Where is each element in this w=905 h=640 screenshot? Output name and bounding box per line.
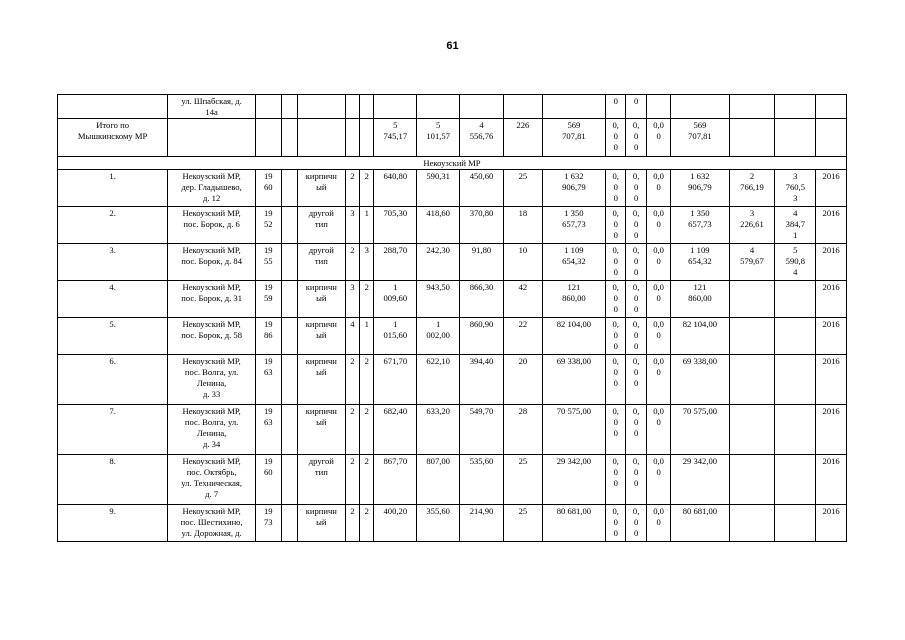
- table-cell: 535,60: [460, 455, 504, 505]
- table-cell: 2: [360, 455, 374, 505]
- table-cell: 0: [606, 95, 626, 119]
- table-cell: 2016: [816, 207, 847, 244]
- table-cell: 0, 0 0: [606, 405, 626, 455]
- housing-register-table: [57, 94, 847, 542]
- table-cell: 0, 0 0: [606, 455, 626, 505]
- table-cell: [729, 95, 775, 119]
- table-cell: [297, 119, 345, 157]
- table-cell: [542, 95, 605, 119]
- table-cell: 18: [503, 207, 542, 244]
- table-cell: [775, 405, 816, 455]
- table-cell: 866,30: [460, 281, 504, 318]
- table-cell: 2: [360, 281, 374, 318]
- table-cell: Итого по Мышкинскому МР: [58, 119, 168, 157]
- table-cell: 0,0 0: [646, 318, 670, 355]
- table-cell: 671,70: [374, 355, 417, 405]
- table-cell: 0,0 0: [646, 355, 670, 405]
- table-cell: 8.: [58, 455, 168, 505]
- table-cell: 0,0 0: [646, 281, 670, 318]
- table-cell: [360, 95, 374, 119]
- table-cell: Некоузский МР, пос. Борок, д. 84: [168, 244, 256, 281]
- table-cell: 3: [360, 244, 374, 281]
- table-cell: 0, 0 0: [606, 244, 626, 281]
- table-cell: 1 632 906,79: [542, 170, 605, 207]
- table-row: [58, 505, 847, 542]
- table-cell: 0,0 0: [646, 119, 670, 157]
- region-title: Некоузский МР: [58, 157, 847, 170]
- table-cell: 2: [360, 405, 374, 455]
- table-cell: 69 338,00: [542, 355, 605, 405]
- total-row: [58, 119, 847, 157]
- table-row: [58, 170, 847, 207]
- table-cell: 19 52: [256, 207, 282, 244]
- table-cell: [729, 119, 775, 157]
- table-cell: 0, 0 0: [626, 405, 646, 455]
- table-cell: 80 681,00: [542, 505, 605, 542]
- table-cell: 5 101,57: [417, 119, 460, 157]
- table-row: [58, 244, 847, 281]
- table-cell: Некоузский МР, пос. Борок, д. 58: [168, 318, 256, 355]
- table-row: [58, 355, 847, 405]
- table-cell: 2016: [816, 505, 847, 542]
- table-cell: [729, 405, 775, 455]
- table-cell: другой тип: [297, 207, 345, 244]
- table-cell: 355,60: [417, 505, 460, 542]
- table-cell: [775, 95, 816, 119]
- table-cell: 394,40: [460, 355, 504, 405]
- table-cell: ул. Шпабская, д. 14а: [168, 95, 256, 119]
- table-cell: кирпичн ый: [297, 281, 345, 318]
- table-cell: 0,0 0: [646, 405, 670, 455]
- table-cell: 25: [503, 455, 542, 505]
- table-cell: [729, 505, 775, 542]
- table-cell: [281, 505, 297, 542]
- table-cell: 19 86: [256, 318, 282, 355]
- table-cell: 2: [360, 355, 374, 405]
- table-cell: [729, 281, 775, 318]
- table-cell: 0, 0 0: [626, 455, 646, 505]
- table-cell: 7.: [58, 405, 168, 455]
- table-cell: 70 575,00: [542, 405, 605, 455]
- table-cell: [281, 318, 297, 355]
- table-cell: [281, 244, 297, 281]
- table-cell: 633,20: [417, 405, 460, 455]
- table-cell: 4: [345, 318, 359, 355]
- table-cell: 121 860,00: [542, 281, 605, 318]
- table-cell: [256, 95, 282, 119]
- table-cell: 2: [345, 405, 359, 455]
- table-cell: [775, 505, 816, 542]
- table-cell: Некоузский МР, пос. Волга, ул. Ленина, д. 34: [168, 405, 256, 455]
- table-cell: 19 55: [256, 244, 282, 281]
- table-cell: 19 73: [256, 505, 282, 542]
- table-cell: Некоузский МР, пос. Борок, д. 31: [168, 281, 256, 318]
- table-cell: 569 707,81: [542, 119, 605, 157]
- table-cell: 9.: [58, 505, 168, 542]
- table-cell: 19 60: [256, 170, 282, 207]
- table-cell: 25: [503, 505, 542, 542]
- table-cell: Некоузский МР, пос. Октябрь, ул. Техническая, д. 7: [168, 455, 256, 505]
- table-cell: кирпичн ый: [297, 355, 345, 405]
- table-cell: 2: [345, 170, 359, 207]
- table-cell: 6.: [58, 355, 168, 405]
- table-cell: Некоузский МР, пос. Шестихино, ул. Дорожная, д.: [168, 505, 256, 542]
- table-cell: 214,90: [460, 505, 504, 542]
- table-cell: 5 590,8 4: [775, 244, 816, 281]
- table-row: [58, 95, 847, 119]
- table-cell: 288,70: [374, 244, 417, 281]
- table-cell: 590,31: [417, 170, 460, 207]
- table-cell: [281, 405, 297, 455]
- table-cell: 682,40: [374, 405, 417, 455]
- table-cell: 0, 0 0: [626, 355, 646, 405]
- table-cell: [775, 455, 816, 505]
- table-cell: 0, 0 0: [626, 170, 646, 207]
- table-cell: 2.: [58, 207, 168, 244]
- table-cell: 0, 0 0: [626, 505, 646, 542]
- table-cell: 418,60: [417, 207, 460, 244]
- table-cell: 400,20: [374, 505, 417, 542]
- table-cell: 226: [503, 119, 542, 157]
- table-cell: 2: [345, 505, 359, 542]
- table-cell: 1 009,60: [374, 281, 417, 318]
- table-cell: 2: [360, 170, 374, 207]
- table-cell: 0: [626, 95, 646, 119]
- table-cell: 82 104,00: [542, 318, 605, 355]
- table-cell: [503, 95, 542, 119]
- table-cell: [360, 119, 374, 157]
- table-cell: 450,60: [460, 170, 504, 207]
- table-cell: [345, 119, 359, 157]
- table-cell: 2016: [816, 244, 847, 281]
- table-cell: 3: [345, 207, 359, 244]
- table-cell: [417, 95, 460, 119]
- table-cell: кирпичн ый: [297, 405, 345, 455]
- table-cell: 121 860,00: [671, 281, 729, 318]
- table-cell: [168, 119, 256, 157]
- table-cell: 3 226,61: [729, 207, 775, 244]
- table-cell: 4 556,76: [460, 119, 504, 157]
- table-cell: 242,30: [417, 244, 460, 281]
- table-cell: [281, 95, 297, 119]
- table-cell: 0,0 0: [646, 455, 670, 505]
- table-cell: 5 745,17: [374, 119, 417, 157]
- table-cell: 42: [503, 281, 542, 318]
- table-cell: 0,0 0: [646, 170, 670, 207]
- table-cell: 2: [345, 244, 359, 281]
- table-cell: 807,00: [417, 455, 460, 505]
- table-cell: 1 109 654,32: [542, 244, 605, 281]
- table-cell: [816, 95, 847, 119]
- table-cell: 2016: [816, 170, 847, 207]
- table-cell: 5.: [58, 318, 168, 355]
- table-cell: 2016: [816, 355, 847, 405]
- table-cell: 69 338,00: [671, 355, 729, 405]
- table-cell: 0, 0 0: [606, 119, 626, 157]
- table-cell: 29 342,00: [542, 455, 605, 505]
- table-cell: 1: [360, 207, 374, 244]
- table-cell: [345, 95, 359, 119]
- table-cell: [281, 119, 297, 157]
- table-cell: [281, 355, 297, 405]
- table-cell: [671, 95, 729, 119]
- table-cell: 1: [360, 318, 374, 355]
- table-cell: другой тип: [297, 455, 345, 505]
- table-cell: 622,10: [417, 355, 460, 405]
- table-cell: [775, 281, 816, 318]
- table-cell: 19 63: [256, 355, 282, 405]
- table-cell: 0,0 0: [646, 244, 670, 281]
- table-row: [58, 281, 847, 318]
- table-cell: кирпичн ый: [297, 505, 345, 542]
- table-cell: [775, 318, 816, 355]
- table-cell: 0, 0 0: [606, 318, 626, 355]
- table-cell: 1 109 654,32: [671, 244, 729, 281]
- table-cell: [816, 119, 847, 157]
- table-cell: 0, 0 0: [626, 207, 646, 244]
- table-cell: [58, 95, 168, 119]
- table-cell: [775, 355, 816, 405]
- table-cell: 19 59: [256, 281, 282, 318]
- table-cell: 0, 0 0: [626, 281, 646, 318]
- table-cell: 4.: [58, 281, 168, 318]
- table-cell: [729, 355, 775, 405]
- table-row: [58, 318, 847, 355]
- table-cell: 0, 0 0: [606, 505, 626, 542]
- table-cell: [281, 207, 297, 244]
- table-cell: 3: [345, 281, 359, 318]
- table-cell: [281, 170, 297, 207]
- table-cell: [729, 318, 775, 355]
- table-cell: 80 681,00: [671, 505, 729, 542]
- table-cell: 867,70: [374, 455, 417, 505]
- table-cell: 2016: [816, 455, 847, 505]
- table-cell: [460, 95, 504, 119]
- table-cell: [374, 95, 417, 119]
- table-row: [58, 207, 847, 244]
- table-cell: 0, 0 0: [626, 318, 646, 355]
- table-cell: 640,80: [374, 170, 417, 207]
- table-cell: 4 384,7 1: [775, 207, 816, 244]
- table-cell: 2016: [816, 405, 847, 455]
- table-cell: [646, 95, 670, 119]
- table-cell: 1 632 906,79: [671, 170, 729, 207]
- table-cell: 91,80: [460, 244, 504, 281]
- table-cell: [729, 455, 775, 505]
- table-cell: 549,70: [460, 405, 504, 455]
- table-cell: 0, 0 0: [606, 170, 626, 207]
- table-cell: 3.: [58, 244, 168, 281]
- table-cell: 2: [345, 355, 359, 405]
- table-cell: другой тип: [297, 244, 345, 281]
- table-cell: 19 63: [256, 405, 282, 455]
- table-cell: 0, 0 0: [606, 355, 626, 405]
- table-cell: 1.: [58, 170, 168, 207]
- table-cell: кирпичн ый: [297, 318, 345, 355]
- table-cell: Некоузский МР, дер. Гладышево, д. 12: [168, 170, 256, 207]
- table-cell: 1 015,60: [374, 318, 417, 355]
- table-cell: 29 342,00: [671, 455, 729, 505]
- region-header-row: [58, 157, 847, 170]
- table-cell: 0, 0 0: [626, 119, 646, 157]
- table-cell: 22: [503, 318, 542, 355]
- table-cell: 0, 0 0: [626, 244, 646, 281]
- table-row: [58, 405, 847, 455]
- table-cell: 0,0 0: [646, 505, 670, 542]
- table-cell: 3 760,5 3: [775, 170, 816, 207]
- table-cell: 1 350 657,73: [542, 207, 605, 244]
- table-cell: 860,90: [460, 318, 504, 355]
- table-cell: 0, 0 0: [606, 281, 626, 318]
- table-cell: Некоузский МР, пос. Борок, д. 6: [168, 207, 256, 244]
- table-cell: 2016: [816, 318, 847, 355]
- table-cell: [256, 119, 282, 157]
- table-cell: 2 766,19: [729, 170, 775, 207]
- table-cell: [775, 119, 816, 157]
- table-cell: 2: [345, 455, 359, 505]
- table-cell: 0, 0 0: [606, 207, 626, 244]
- table-cell: 370,80: [460, 207, 504, 244]
- page-number: 61: [446, 40, 459, 52]
- table-cell: 10: [503, 244, 542, 281]
- table-cell: 0,0 0: [646, 207, 670, 244]
- table-cell: 19 60: [256, 455, 282, 505]
- table-cell: Некоузский МР, пос. Волга, ул. Ленина, д. 33: [168, 355, 256, 405]
- table-cell: 20: [503, 355, 542, 405]
- table-cell: 1 350 657,73: [671, 207, 729, 244]
- table-cell: 943,50: [417, 281, 460, 318]
- table-cell: [281, 455, 297, 505]
- table-cell: 2016: [816, 281, 847, 318]
- table-cell: 705,30: [374, 207, 417, 244]
- table-cell: 28: [503, 405, 542, 455]
- table-cell: [297, 95, 345, 119]
- table-row: [58, 455, 847, 505]
- table-cell: 82 104,00: [671, 318, 729, 355]
- table-cell: 1 002,00: [417, 318, 460, 355]
- table-cell: 2: [360, 505, 374, 542]
- table-cell: 25: [503, 170, 542, 207]
- table-cell: [281, 281, 297, 318]
- table-cell: 4 579,67: [729, 244, 775, 281]
- table-cell: кирпичн ый: [297, 170, 345, 207]
- table-cell: 70 575,00: [671, 405, 729, 455]
- table-cell: 569 707,81: [671, 119, 729, 157]
